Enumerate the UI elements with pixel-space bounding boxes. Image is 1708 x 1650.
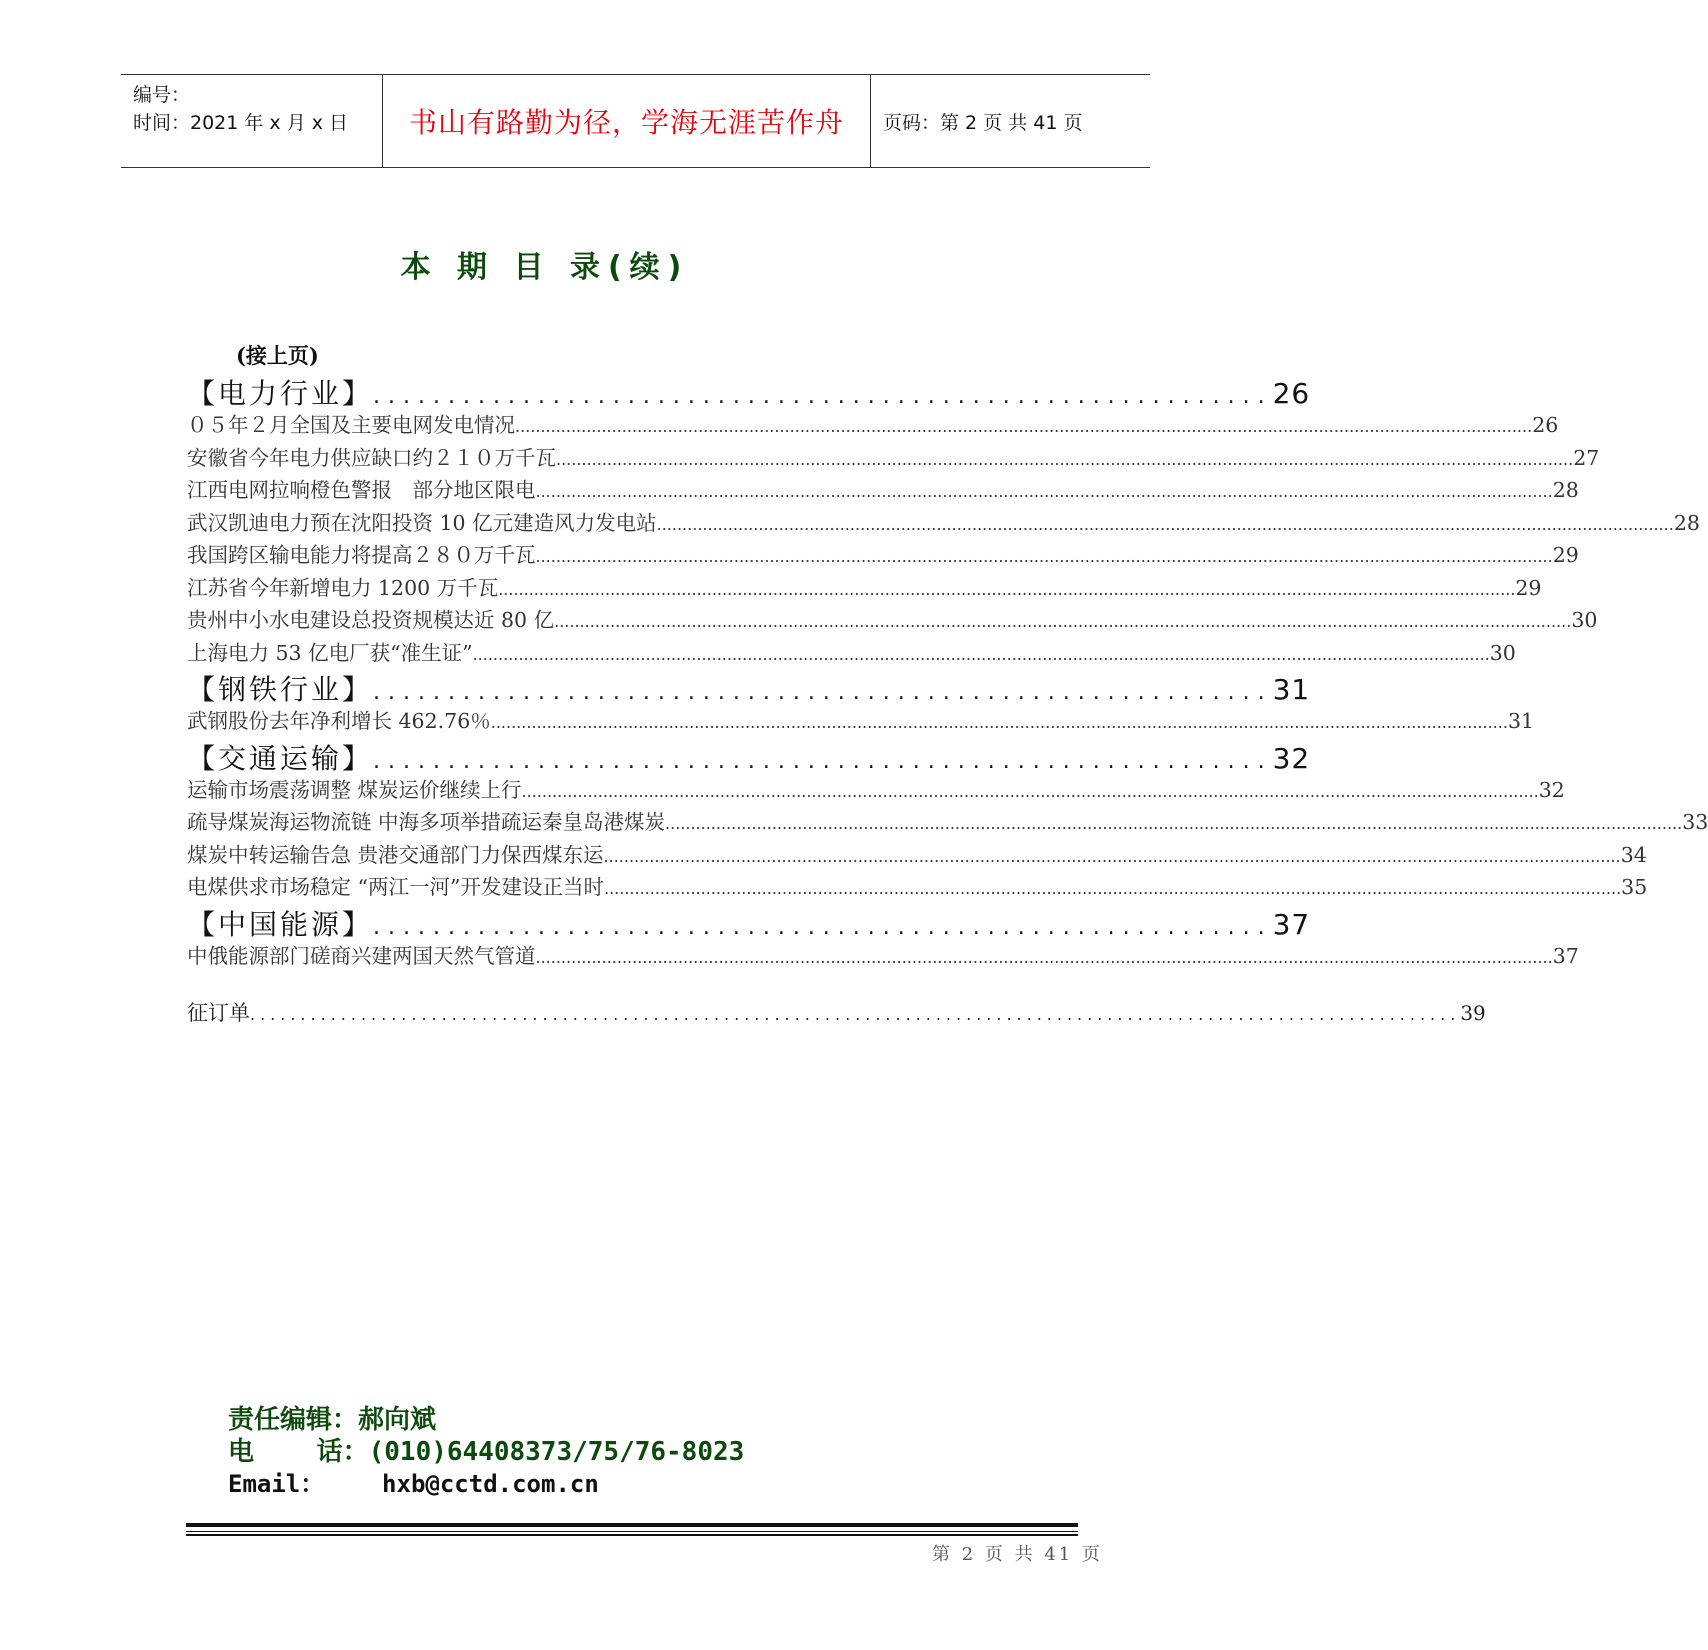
toc-item[interactable] [187,538,1579,571]
dot-leader: ........................................................................................................................................................................................................ [656,514,1674,534]
page-title: 本 期 目 录(续) [400,250,690,285]
header-motto: 书山有路勤为径，学海无涯苦作舟 [383,75,871,167]
header-page-label: 页码：第 2 页 共 41 页 [883,111,1083,134]
toc-subscription-title: 征订单 [187,1001,250,1025]
toc-item[interactable] [187,838,1647,871]
toc-item-title: 武汉凯迪电力预在沈阳投资 10 亿元建造风力发电站 [187,510,657,535]
dot-leader: ........................................................................................................................................................................................................ [603,846,1621,866]
footer-rule-thin [186,1531,1078,1532]
dot-leader: ........................................................................................................................................................................................................ [521,781,1539,801]
number-label: 编号： [133,84,191,106]
dot-leader: ........................................................................................................................................................................................................ [603,879,1622,898]
toc-item-page: 30 [1489,640,1516,665]
toc-item[interactable] [187,571,1542,604]
toc-item-page: 33 [1682,810,1708,834]
toc-item-title: 上海电力 53 亿电厂获“准生证” [187,640,473,665]
toc-item-page: 29 [1515,575,1542,600]
toc-section-page: 26 [1272,377,1311,410]
toc-item[interactable] [187,805,1708,838]
toc-section[interactable] [187,372,1311,410]
header-table [121,74,1150,168]
editor-name: 责任编辑：郝向斌 [228,1405,437,1435]
editor-info [228,1404,744,1500]
toc-section[interactable] [187,737,1311,775]
toc-item-title: 武钢股份去年净利增长 462.76％ [187,709,491,733]
time-label: 时间：2021 年 x 月 x 日 [133,112,349,134]
toc-item-page: 30 [1571,608,1598,632]
toc-item-page: 37 [1552,943,1579,968]
toc-item[interactable] [187,704,1535,737]
dot-leader: ............................................................ [373,384,1273,409]
toc-item[interactable] [187,441,1600,474]
toc-item-title: 运输市场震荡调整 煤炭运价继续上行 [187,777,522,802]
toc-spacer [187,971,841,997]
continued-note: (接上页) [236,343,319,368]
toc-item-page: 26 [1532,413,1559,437]
email-value[interactable]: hxb@cctd.com.cn [382,1470,599,1498]
toc-item-page: 34 [1620,842,1647,867]
toc-item[interactable] [187,408,1559,441]
toc-item-page: 32 [1538,777,1565,802]
toc-item-page: 31 [1507,709,1535,733]
toc-item-title: 江苏省今年新增电力 1200 万千瓦 [187,575,499,600]
toc-section-title: 【交通运输】 [187,741,374,775]
footer-rule-thick [186,1523,1078,1527]
toc-item-title: 中俄能源部门磋商兴建两国天然气管道 [187,943,536,968]
footer-page-number: 第 2 页 共 41 页 [932,1544,1103,1565]
toc-item[interactable] [187,939,1579,972]
toc-subscription-page: 39 [1460,1001,1486,1025]
toc-section-page: 32 [1272,741,1311,775]
toc-item-title: ０５年２月全国及主要电网发电情况 [187,413,515,437]
dot-leader: ........................................................................................................................................................................................................ [515,417,1533,436]
email-label: Email： [228,1470,325,1498]
editor-email [228,1468,744,1500]
dot-leader: ........................................................................................................................................................................................................ [498,579,1516,599]
toc-item[interactable] [187,870,1648,903]
toc-item-page: 28 [1552,478,1579,502]
toc-section-title: 【钢铁行业】 [187,673,374,706]
toc-item-title: 电煤供求市场稳定 “两江一河”开发建设正当时 [187,875,604,899]
toc-item-page: 35 [1621,875,1648,899]
toc-subscription[interactable] [187,997,1486,1029]
toc-item-page: 27 [1573,445,1600,470]
toc-section-page: 37 [1272,907,1311,941]
dot-leader: ........................................................................................................................................................................................................ [665,814,1683,833]
toc-item[interactable] [187,603,1598,636]
editor-phone: 电 话：(010)64408373/75/76-8023 [228,1437,745,1467]
dot-leader: ........................................................................................................................ [250,1005,1461,1024]
dot-leader: ............................................................ [373,748,1273,774]
footer-rule-medium [186,1534,1078,1536]
toc-item-title: 疏导煤炭海运物流链 中海多项举措疏运秦皇岛港煤炭 [187,810,666,834]
toc-item-page: 28 [1673,510,1700,535]
dot-leader: ........................................................................................................................................................................................................ [535,547,1553,566]
toc-item-title: 安徽省今年电力供应缺口约２１０万千瓦 [187,445,556,470]
toc-item[interactable] [187,636,1516,669]
toc-section-title: 【中国能源】 [187,907,374,941]
dot-leader: ........................................................................................................................................................................................................ [556,449,1574,469]
toc-item-title: 江西电网拉响橙色警报 部分地区限电 [187,478,536,502]
toc-item[interactable] [187,506,1700,539]
toc-item-page: 29 [1552,543,1579,567]
dot-leader: ........................................................................................................................................................................................................ [490,713,1508,732]
table-of-contents [187,372,1708,1029]
toc-section-page: 31 [1272,673,1311,706]
dot-leader: ........................................................................................................................................................................................................ [535,947,1553,967]
header-meta-cell [121,75,383,167]
dot-leader: ........................................................................................................................................................................................................ [472,644,1490,664]
toc-item[interactable] [187,773,1565,806]
toc-section[interactable] [187,903,1311,941]
toc-item-title: 煤炭中转运输告急 贵港交通部门力保西煤东运 [187,842,604,867]
toc-item-title: 我国跨区输电能力将提高２８０万千瓦 [187,543,536,567]
dot-leader: ............................................................ [373,914,1273,940]
toc-section[interactable] [187,668,1311,706]
dot-leader: ........................................................................................................................................................................................................ [554,612,1572,631]
toc-item[interactable] [187,473,1579,506]
dot-leader: ........................................................................................................................................................................................................ [535,482,1553,501]
toc-item-title: 贵州中小水电建设总投资规模达近 80 亿 [187,608,555,632]
dot-leader: ............................................................ [373,680,1273,705]
toc-section-title: 【电力行业】 [187,377,374,410]
